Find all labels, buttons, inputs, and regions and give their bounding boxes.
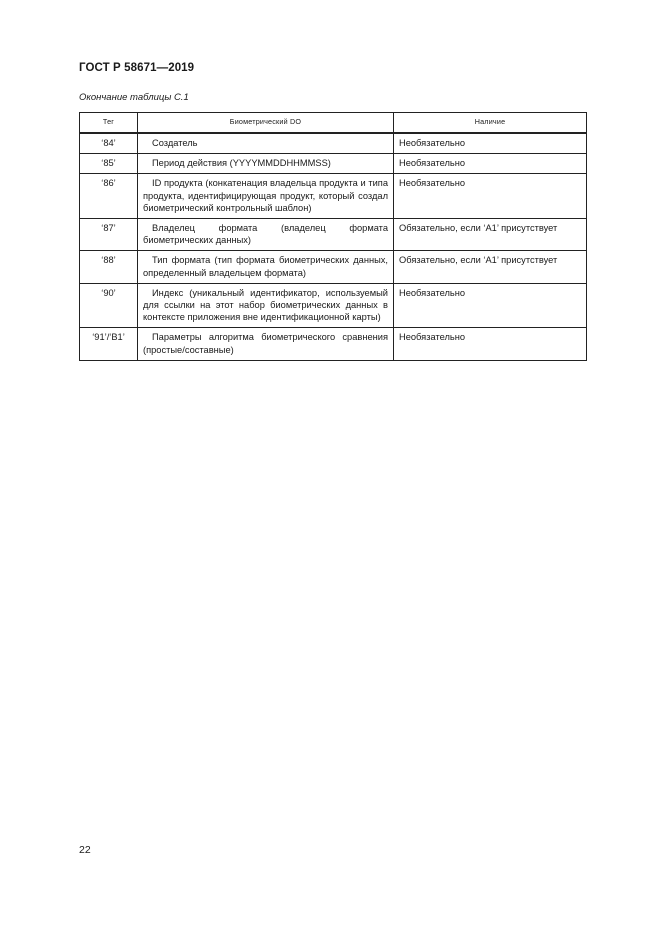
description-cell: Параметры алгоритма биометрического сравнения (простые/составные) xyxy=(138,328,394,360)
availability-cell: Обязательно, если ‘A1’ присутствует xyxy=(394,251,587,283)
availability-cell: Необязательно xyxy=(394,174,587,219)
table-row xyxy=(80,283,587,328)
column-header-biometric-do: Биометрический DO xyxy=(138,113,394,134)
description-cell: Тип формата (тип формата биометрических данных, определенный владельцем формата) xyxy=(138,251,394,283)
tag-cell: ‘85’ xyxy=(80,154,138,174)
availability-cell: Необязательно xyxy=(394,283,587,328)
tag-cell: ‘87’ xyxy=(80,219,138,251)
document-code: ГОСТ Р 58671—2019 xyxy=(79,62,195,74)
table-header-row xyxy=(80,113,587,134)
tag-cell: ‘90’ xyxy=(80,283,138,328)
table-row xyxy=(80,251,587,283)
biometric-do-table xyxy=(79,112,587,361)
table-row xyxy=(80,328,587,360)
tag-cell: ‘86’ xyxy=(80,174,138,219)
availability-cell: Необязательно xyxy=(394,133,587,154)
table-row xyxy=(80,174,587,219)
availability-cell: Обязательно, если ‘A1’ присутствует xyxy=(394,219,587,251)
tag-cell: ‘84’ xyxy=(80,133,138,154)
table-caption: Окончание таблицы С.1 xyxy=(79,92,189,103)
table-row xyxy=(80,219,587,251)
description-cell: Индекс (уникальный идентификатор, используемый для ссылки на этот набор биометрических данных в контексте приложения вне идентификационной карты) xyxy=(138,283,394,328)
tag-cell: ‘91’/‘B1’ xyxy=(80,328,138,360)
description-cell: Создатель xyxy=(138,133,394,154)
availability-cell: Необязательно xyxy=(394,328,587,360)
table-row xyxy=(80,154,587,174)
table-row xyxy=(80,133,587,154)
description-cell: Владелец формата (владелец формата биометрических данных) xyxy=(138,219,394,251)
tag-cell: ‘88’ xyxy=(80,251,138,283)
column-header-availability: Наличие xyxy=(394,113,587,134)
availability-cell: Необязательно xyxy=(394,154,587,174)
page-number: 22 xyxy=(79,844,91,856)
column-header-tag: Тег xyxy=(80,113,138,134)
description-cell: ID продукта (конкатенация владельца продукта и типа продукта, идентифицирующая продукт, который создал биометрический контрольный шаблон) xyxy=(138,174,394,219)
description-cell: Период действия (YYYYMMDDHHMMSS) xyxy=(138,154,394,174)
